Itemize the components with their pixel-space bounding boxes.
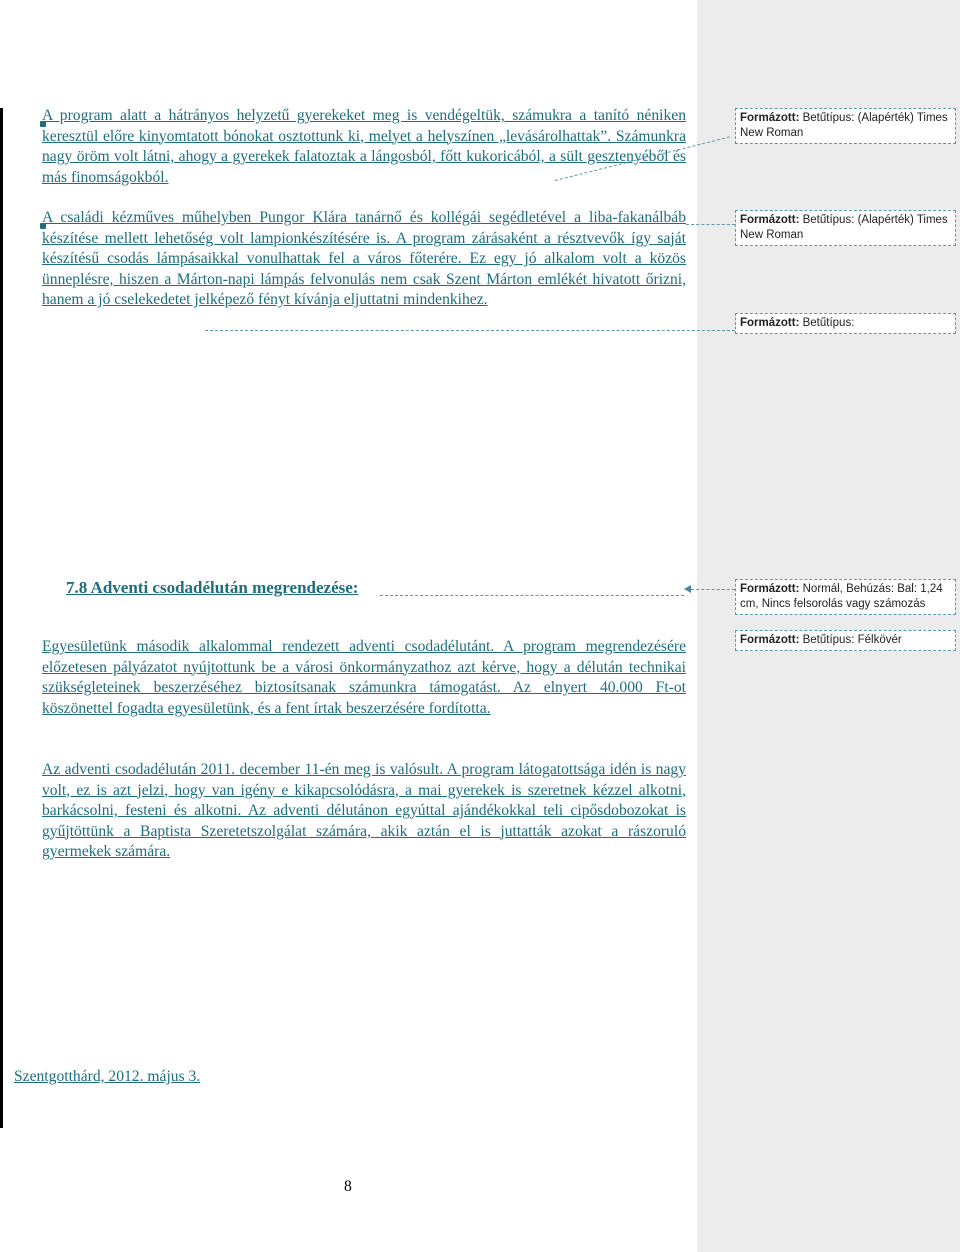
balloon-connector [380,595,684,596]
section-heading: 7.8 Adventi csodadélután megrendezése: [66,578,359,597]
balloon-connector [205,330,735,331]
change-bar [0,108,3,1128]
paragraph-advent-intro: Egyesületünk második alkalommal rendezett adventi csodadélutánt. A program megrendezésére előzetesen pályázatot nyújtottunk be a városi önkormányzathoz azt kérve, hogy a délután technikai szükségleteinek beszerzéséhez biztosítsanak számunkra támogatást. Az elnyert 40.000 Ft-ot köszönettel fogadta egyesületünk, és a fent írtak beszerzésére fordította. [42,638,686,717]
balloon-connector [691,589,735,590]
balloon-text: Formázott: Betűtípus: (Alapérték) Times New Roman [740,214,948,241]
balloon-text: Formázott: Betűtípus: (Alapérték) Times New Roman [740,112,948,139]
comment-balloon[interactable] [735,313,956,334]
comment-balloon[interactable] [735,210,956,246]
comment-balloon[interactable] [735,579,956,615]
balloon-text: Formázott: Normál, Behúzás: Bal: 1,24 cm, Nincs felsorolás vagy számozás [740,583,943,610]
paragraph-workshop: A családi kézműves műhelyben Pungor Klára tanárnő és kollégái segédletével a liba-fakanálbáb készítése mellett lehetőség volt lampionkészítésére is. A program zárásaként a résztvevők így saját készítésű csodás lámpásaikkal vonulhattak fel a város főterére. Ez egy jó alkalom volt a közös ünneplésre, hiszen a Márton-napi lámpás felvonulás nem csak Szent Márton emlékét hivatott őrizni, hanem a jó cselekedetet jelképező fényt kívánja eljuttatni mindenkihez. [42,209,686,308]
arrow-icon [684,585,691,593]
signature-line: Szentgotthárd, 2012. május 3. [14,1068,201,1085]
comment-balloon[interactable] [735,108,956,144]
balloon-text: Formázott: Betűtípus: Félkövér [740,634,902,646]
balloon-text: Formázott: Betűtípus: [740,317,855,329]
balloon-connector [686,224,735,225]
markup-pane [697,0,960,1252]
paragraph-treat: A program alatt a hátrányos helyzetű gyerekeket meg is vendégeltük, számukra a tanító néniken keresztül előre kinyomtatott bónokat osztottunk ki, melyet a helyszínen „levásárolhattak”. Számunkra nagy öröm volt látni, ahogy a gyerekek falatoztak a lángosból, főtt kukoricából, a sült gesztenyéből és más finomságokból. [42,107,686,186]
page-number: 8 [344,1178,352,1195]
comment-balloon[interactable] [735,630,956,651]
paragraph-advent-event: Az adventi csodadélután 2011. december 11-én meg is valósult. A program látogatottsága idén is nagy volt, ez is azt jelzi, hogy van igény e kikapcsolódásra, a mai gyerekek is szeretnek kézzel alkotni, barkácsolni, festeni és alkotni. Az adventi délutánon egyúttal ajándékokkal teli cipősdobozokat is gyűjtöttünk a Baptista Szeretetszolgálat számára, akik aztán el is juttatták azokat a rászoruló gyermekek számára. [42,761,686,860]
